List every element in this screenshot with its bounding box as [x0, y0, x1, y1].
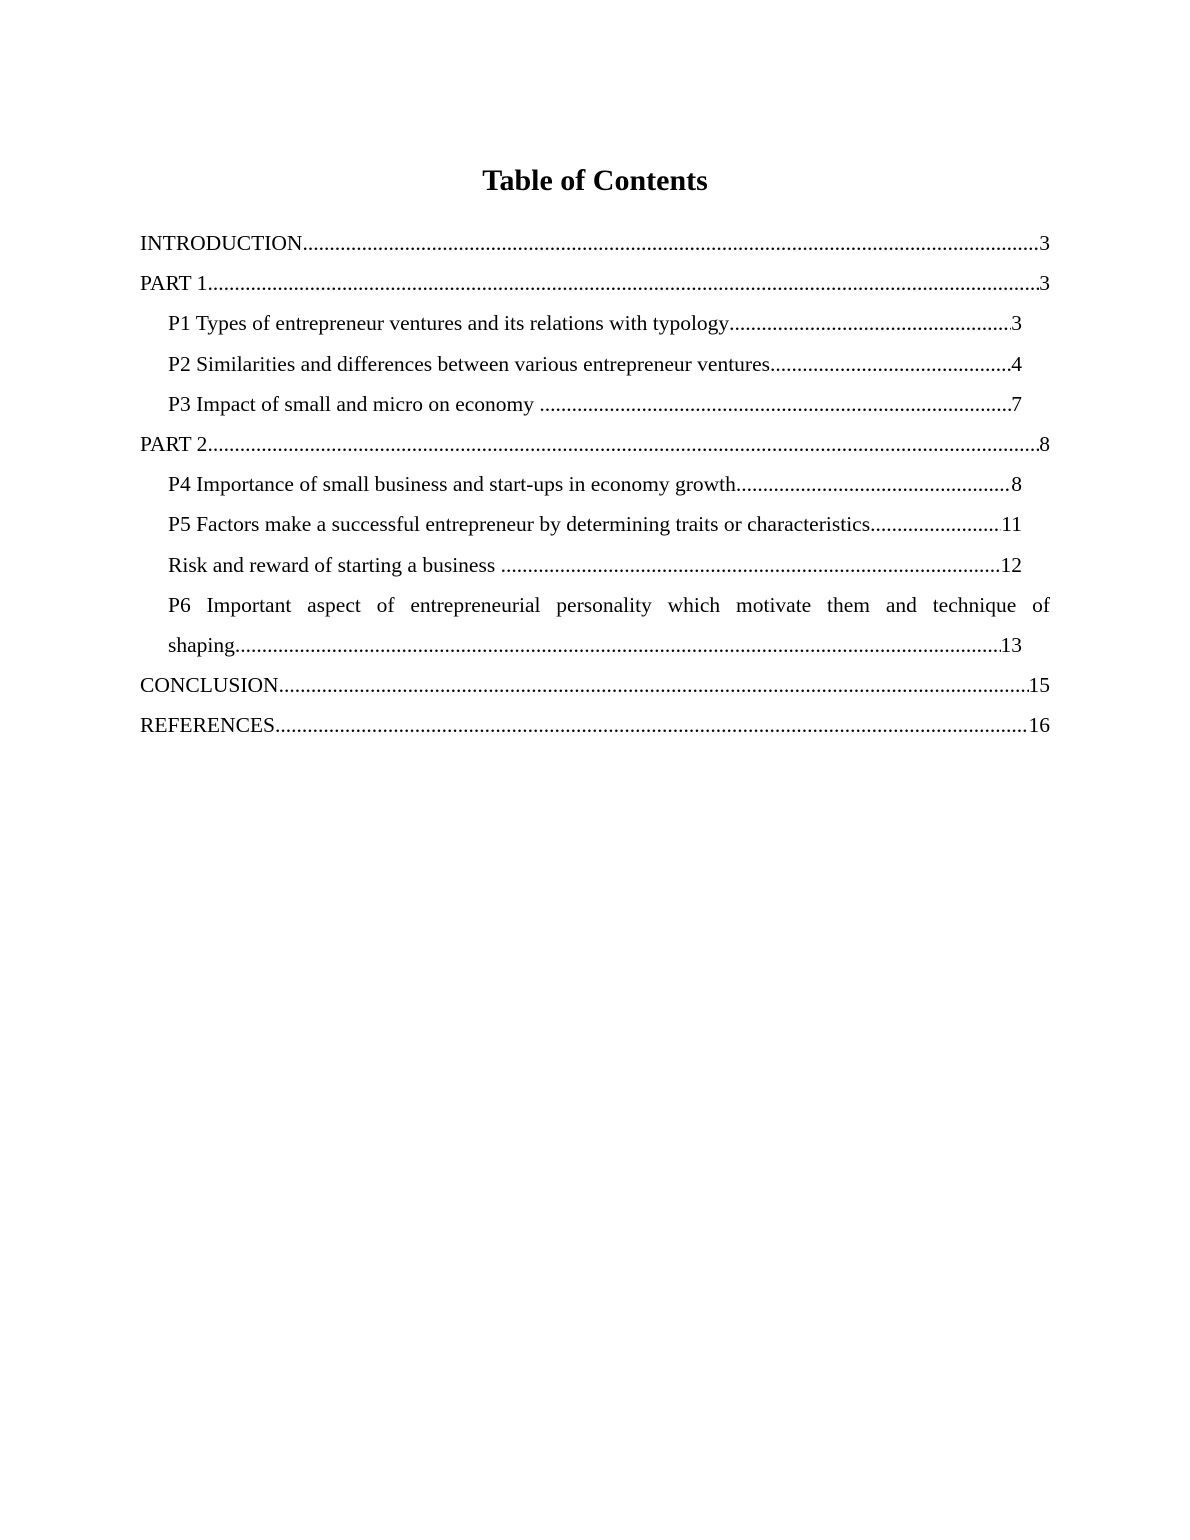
table-of-contents	[140, 226, 1050, 748]
toc-entry-p4[interactable]	[168, 467, 1022, 507]
toc-entry-label: PART 1	[140, 271, 208, 296]
toc-entry-p1[interactable]	[168, 306, 1022, 346]
toc-entry-references[interactable]	[140, 708, 1050, 748]
toc-leader-dots	[870, 507, 1001, 541]
toc-page-number: 3	[1039, 231, 1050, 255]
toc-leader-dots	[235, 628, 1001, 662]
toc-entry-label: P4 Importance of small business and start-ups in economy growth	[168, 472, 736, 497]
toc-entry-label: REFERENCES	[140, 713, 275, 738]
toc-entry-label: P1 Types of entrepreneur ventures and its relations with typology	[168, 311, 730, 336]
toc-entry-part-2[interactable]	[140, 427, 1050, 467]
toc-entry-line-2	[168, 628, 1022, 668]
toc-entry-label: INTRODUCTION	[140, 231, 303, 255]
toc-leader-dots	[279, 668, 1029, 702]
toc-entry-label: P3 Impact of small and micro on economy	[168, 391, 540, 416]
toc-leader-dots	[207, 427, 1039, 461]
toc-leader-dots	[275, 708, 1029, 742]
toc-entry-p6[interactable]	[140, 588, 1050, 668]
toc-page-number: 11	[1001, 512, 1022, 537]
toc-entry-label-line-2: shaping	[168, 632, 235, 657]
toc-page-number: 8	[1039, 431, 1050, 456]
toc-leader-dots	[729, 306, 1011, 340]
toc-entry-part-1[interactable]	[140, 266, 1050, 306]
toc-page-number: 8	[1011, 472, 1022, 497]
toc-page-number: 12	[1000, 552, 1022, 577]
toc-page-number: 15	[1028, 673, 1050, 698]
toc-entry-label: P2 Similarities and differences between various entrepreneur ventures	[168, 351, 770, 376]
toc-entry-label: PART 2	[140, 431, 208, 456]
toc-page-number: 13	[1000, 632, 1022, 657]
toc-leader-dots	[302, 226, 1039, 260]
toc-entry-label: CONCLUSION	[140, 673, 279, 698]
toc-entry-conclusion[interactable]	[140, 668, 1050, 708]
toc-leader-dots	[207, 266, 1039, 300]
toc-leader-dots	[770, 347, 1011, 381]
toc-entry-p3[interactable]	[168, 387, 1022, 427]
toc-entry-p5[interactable]	[168, 507, 1022, 547]
toc-page-number: 16	[1028, 713, 1050, 738]
toc-entry-label-line-1: P6 Important aspect of entrepreneurial personality which motivate them and technique of	[168, 592, 1050, 617]
toc-entry-risk-and-reward[interactable]	[168, 548, 1022, 588]
toc-page-number: 3	[1011, 311, 1022, 336]
toc-page-number: 4	[1011, 351, 1022, 376]
toc-entry-label: P5 Factors make a successful entrepreneur by determining traits or characteristics	[168, 512, 871, 537]
toc-leader-dots	[539, 387, 1011, 421]
toc-entry-label: Risk and reward of starting a business	[168, 552, 501, 577]
toc-page-number: 7	[1011, 391, 1022, 416]
toc-entry-p2[interactable]	[168, 347, 1022, 387]
toc-leader-dots	[501, 548, 1001, 582]
toc-leader-dots	[736, 467, 1011, 501]
toc-page-number: 3	[1039, 271, 1050, 296]
page-title: Table of Contents	[482, 164, 708, 197]
toc-entry-introduction[interactable]	[140, 226, 1050, 266]
